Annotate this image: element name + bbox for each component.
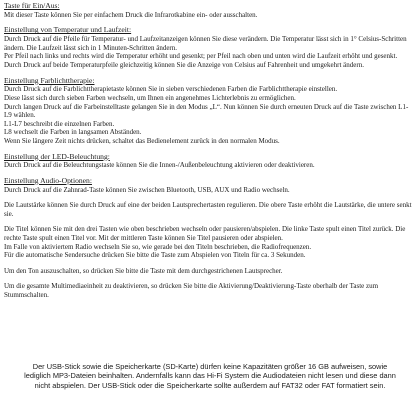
manual-section [4,177,416,194]
manual-section [4,153,416,170]
footer-note: Der USB-Stick sowie die Speicherkarte (SD-Karte) dürfen keine Kapazitäten größer 16 GB aufweisen, sowie lediglich MP3-Dateien beinhalten. Andernfalls kann das Hi-Fi System die Audiodateien nicht lesen und diese dann nicht abspielen. Der USB-Stick oder die Speicherkarte sollte außerdem auf FAT32 oder FAT formatiert sein. [24,362,396,390]
section-paragraph: L1-L7 beschreibt die einzelnen Farben. [4,119,115,128]
section-paragraph: Durch Druck auf die Farblichttherapietaste können Sie in sieben verschiedenen Farben die Farblichttherapie einstellen. [4,85,338,94]
section-paragraph: Um die gesamte Multimediaeinheit zu deaktivieren, so drücken Sie bitte die Aktivierung/Deaktivierung-Taste oberhalb der Taste zum Stummschalten. [4,282,379,300]
section-paragraph: Durch Druck auf die Pfeile für Temperatur- und Laufzeitanzeigen können Sie diese verändern. Die Temperatur lässt sich in 1° Celsius-Schritten ändern. Die Laufzeit lässt sich in 1 Minuten-Schritten ändern. [4,35,407,52]
manual-section [4,282,416,299]
section-paragraph: Diese lässt sich durch sieben Farben wechseln, um Ihnen ein angenehmes Lichterlebnis zu ermöglichen. [4,93,296,102]
section-heading: Einstellung Audio-Optionen: [4,175,92,185]
manual-section [4,225,416,259]
section-paragraph: Durch Druck auf die Beleuchtungstaste können Sie die Innen-/Außenbeleuchtung aktivieren oder deaktivieren. [4,161,315,170]
section-paragraph: L8 wechselt die Farben in langsamen Abständen. [4,128,142,137]
section-paragraph: Per Pfeil nach links und rechts wird die Temperatur erhöht und gesenkt; per Pfeil nach oben und unten wird die Laufzeit erhöht und gesenkt. [4,52,398,61]
manual-section [4,267,416,276]
section-paragraph: Mit dieser Taste können Sie per einfachem Druck die Infrarotkabine ein- oder ausschalten. [4,10,258,19]
section-heading: Einstellung der LED-Beleuchtung: [4,151,110,161]
manual-section [4,77,416,146]
section-paragraph: Die Titel können Sie mit den drei Tasten wie oben beschrieben wechseln oder pausieren/abspielen. Die linke Taste spult einen Titel zurück. Die rechte Taste spult einen Titel vor. Mit der mittleren Taste können Sie Titel pausieren oder abspielen. [4,225,406,243]
section-heading: Einstellung Farblichttherapie: [4,75,95,85]
manual-section [4,201,416,218]
manual-section [4,2,416,19]
section-paragraph: Durch Druck auf die Zahnrad-Taste können Sie zwischen Bluetooth, USB, AUX und Radio wechseln. [4,185,290,194]
section-heading: Taste für Ein/Aus: [4,1,60,10]
section-paragraph: Durch Druck auf beide Temperaturpfeile gleichzeitig können Sie die Anzeige von Celsius auf Fahrenheit und umgekehrt ändern. [4,60,364,69]
section-paragraph: Für die automatische Sendersuche drücken Sie bitte die Taste zum Abspielen von Titeln für ca. 3 Sekunden. [4,251,306,260]
section-paragraph: Um den Ton auszuschalten, so drücken Sie bitte die Taste mit dem durchgestrichenen Lautsprecher. [4,266,283,275]
section-paragraph: Wenn Sie längere Zeit nichts drücken, schaltet das Bedienelement zurück in den normalen Modus. [4,136,280,145]
section-paragraph: Im Falle von aktiviertem Radio wechseln Sie so, wie gerade bei den Titeln beschrieben, die Radiofrequenzen. [4,242,312,251]
section-paragraph: Die Lautstärke können Sie durch Druck auf eine der beiden Lautsprechertasten regulieren. Die obere Taste erhöht die Lautstärke, die untere senkt sie. [4,201,412,218]
manual-content [4,2,416,307]
manual-section [4,26,416,69]
section-heading: Einstellung von Temperatur und Laufzeit: [4,25,132,35]
section-paragraph: Durch langen Druck auf die Farbeinstelltaste gelangen Sie in den Modus „L“. Nun können Sie durch erneuten Druck auf die Taste zwischen L1-L9 wählen. [4,102,409,120]
